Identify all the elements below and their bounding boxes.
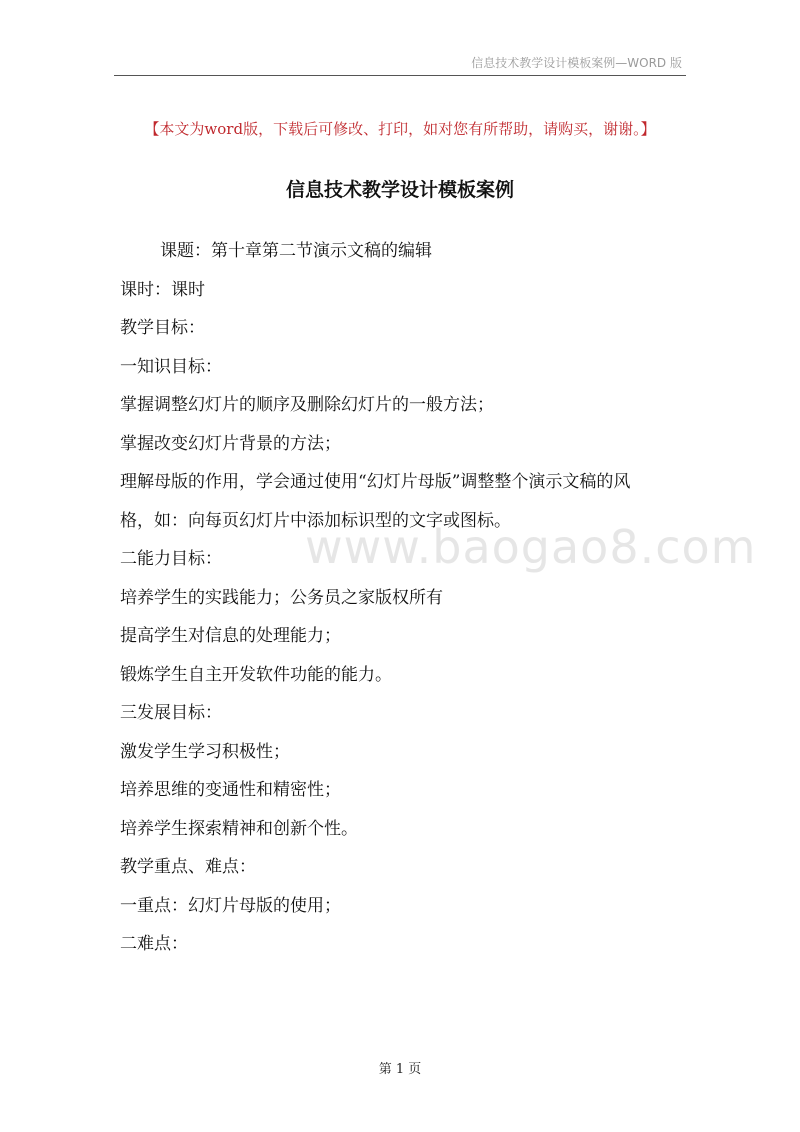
lesson-topic: 课题：第十章第二节演示文稿的编辑 [160, 241, 432, 261]
body-line: 培养学生探索精神和创新个性。 [120, 818, 358, 839]
document-title: 信息技术教学设计模板案例 [285, 179, 514, 201]
development-goals-heading: 三发展目标： [120, 703, 222, 723]
document-body [120, 232, 692, 964]
body-line: 锻炼学生自主开发软件功能的能力。 [120, 664, 392, 685]
watermark: www.baogao8.com [305, 520, 757, 574]
page-header: 信息技术教学设计模板案例—WORD 版 [471, 56, 682, 70]
body-line: 激发学生学习积极性； [120, 741, 290, 762]
body-line: 一重点：幻灯片母版的使用； [120, 895, 341, 916]
body-line: 培养思维的变通性和精密性； [120, 780, 341, 800]
body-line: 掌握调整幻灯片的顺序及删除幻灯片的一般方法； [120, 395, 494, 415]
body-line: 格，如：向每页幻灯片中添加标识型的文字或图标。 [120, 510, 511, 531]
lesson-hours: 课时：课时 [120, 279, 205, 300]
body-line: 培养学生的实践能力；公务员之家版权所有 [120, 587, 443, 608]
teaching-goals-heading: 教学目标： [120, 318, 205, 338]
body-line: 理解母版的作用，学会通过使用“幻灯片母版”调整整个演示文稿的风 [120, 472, 631, 492]
body-line: 掌握改变幻灯片背景的方法； [120, 433, 341, 454]
header-rule [114, 75, 686, 76]
purchase-notice: 【本文为word版，下载后可修改、打印，如对您有所帮助，请购买，谢谢。】 [144, 120, 656, 138]
knowledge-goals-heading: 一知识目标： [120, 356, 222, 377]
ability-goals-heading: 二能力目标： [120, 549, 222, 569]
page-number: 第 1 页 [378, 1062, 422, 1077]
body-line: 二难点： [120, 934, 188, 954]
key-points-heading: 教学重点、难点： [120, 857, 256, 877]
body-line: 提高学生对信息的处理能力； [120, 626, 341, 646]
